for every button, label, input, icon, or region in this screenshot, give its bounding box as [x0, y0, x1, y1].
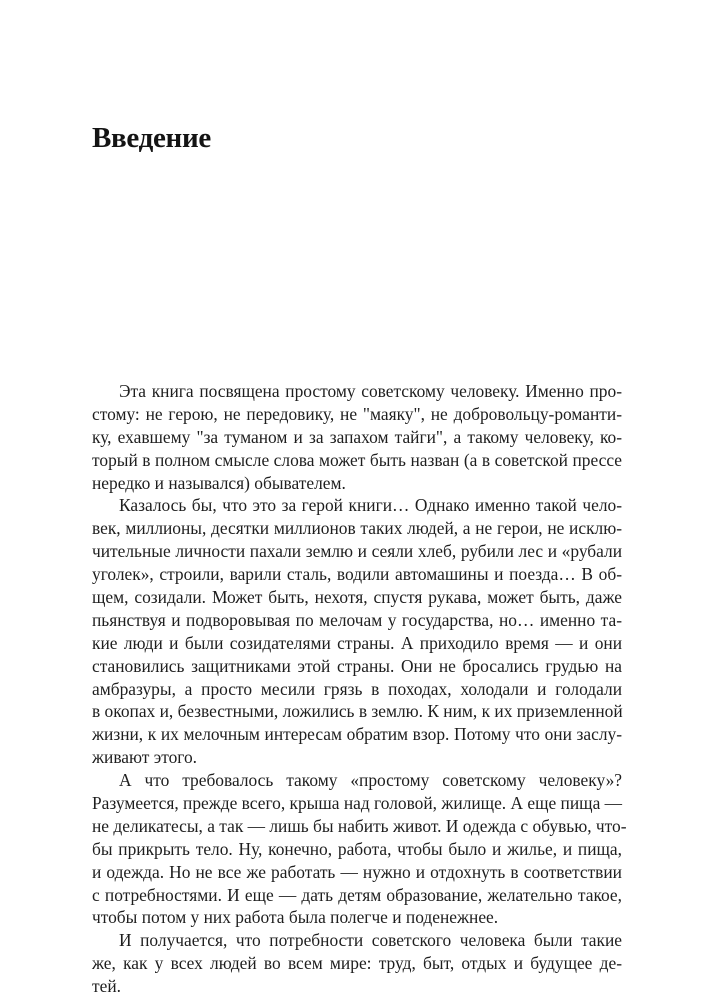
- text-line: щем, созидали. Может быть, нехотя, спустя рукава, может быть, даже: [92, 587, 622, 608]
- text-line: в окопах и, безвестными, ложились в землю. К ним, к их приземленной: [92, 701, 623, 722]
- text-line: чительные личности пахали землю и сеяли хлеб, рубили лес и «рубали: [92, 541, 622, 562]
- text-line: торый в полном смысле слова может быть назван (а в советской прессе: [92, 449, 622, 470]
- text-line: нередко и назывался) обывателем.: [92, 472, 346, 493]
- text-line: стому: не герою, не передовику, не "маяку", не добровольцу-романти-: [92, 403, 622, 424]
- text-line: кие люди и были созидателями страны. А приходило время — и они: [92, 632, 622, 653]
- text-line: чтобы потом у них работа была полегче и поденежнее.: [92, 907, 499, 928]
- text-line: тей.: [92, 976, 121, 997]
- body-text: [92, 380, 627, 998]
- text-line: бы прикрыть тело. Ну, конечно, работа, чтобы было и жилье, и пища,: [92, 838, 622, 859]
- text-line: с потребностями. И еще — дать детям образование, желательно такое,: [92, 884, 622, 905]
- text-line: амбразуры, а просто месили грязь в походах, холодали и голодали: [92, 678, 622, 699]
- text-line: Казалось бы, что это за герой книги… Однако именно такой чело-: [119, 495, 622, 516]
- text-line: же, как у всех людей во всем мире: труд, быт, отдых и будущее де-: [92, 953, 622, 974]
- text-line: уголек», строили, варили сталь, водили автомашины и поезда… В об-: [92, 564, 622, 585]
- text-line: век, миллионы, десятки миллионов таких людей, а не герои, не исклю-: [92, 518, 622, 539]
- text-line: Разумеется, прежде всего, крыша над головой, жилище. А еще пища —: [92, 793, 623, 814]
- text-line: пьянствуя и подворовывая по мелочам у государства, но… именно та-: [92, 609, 622, 630]
- text-line: ку, ехавшему "за туманом и за запахом тайги", а такому человеку, ко-: [92, 426, 622, 447]
- text-line: жизни, к их мелочным интересам обратим взор. Потому что они заслу-: [92, 724, 622, 745]
- text-line: А что требовалось такому «простому советскому человеку»?: [119, 770, 622, 791]
- text-line: живают этого.: [92, 747, 198, 768]
- text-line: И получается, что потребности советского человека были такие: [119, 930, 622, 951]
- text-line: становились защитниками этой страны. Они не бросались грудью на: [92, 655, 622, 676]
- text-line: не деликатесы, а так — лишь бы набить живот. И одежда с обувью, что-: [92, 815, 627, 836]
- text-line: Эта книга посвящена простому советскому человеку. Именно про-: [119, 381, 622, 401]
- chapter-title: Введение: [92, 122, 211, 154]
- text-line: и одежда. Но не все же работать — нужно и отдохнуть в соответствии: [92, 861, 622, 882]
